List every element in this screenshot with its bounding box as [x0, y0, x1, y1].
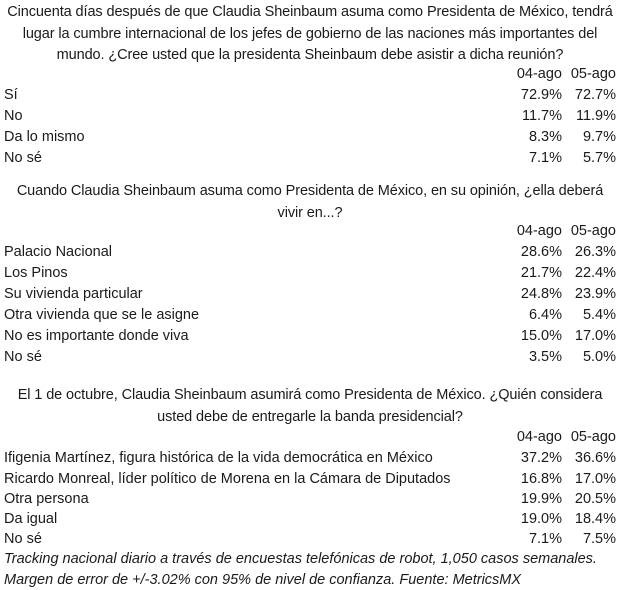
value-05-ago: 23.9%	[575, 284, 616, 305]
question-1-header-row	[4, 64, 616, 85]
question-1-line-1: Cincuenta días después de que Claudia Sheinbaum asuma como Presidenta de México, tendrá	[0, 2, 620, 24]
column-header-04-ago: 04-ago	[517, 221, 562, 242]
value-05-ago: 5.0%	[583, 347, 616, 368]
value-04-ago: 24.8%	[521, 284, 562, 305]
row-label: Da igual	[4, 509, 57, 530]
table-row	[4, 242, 616, 263]
value-04-ago: 19.9%	[521, 489, 562, 510]
table-row	[4, 347, 616, 368]
value-04-ago: 72.9%	[521, 85, 562, 106]
question-3-line-1: El 1 de octubre, Claudia Sheinbaum asumirá como Presidenta de México. ¿Quién considera	[0, 385, 620, 407]
row-label: No sé	[4, 347, 42, 368]
row-label: Ifigenia Martínez, figura histórica de la vida democrática en México	[4, 448, 433, 469]
table-row	[4, 263, 616, 284]
value-05-ago: 17.0%	[575, 326, 616, 347]
value-04-ago: 3.5%	[529, 347, 562, 368]
question-2-line-1: Cuando Claudia Sheinbaum asuma como Presidenta de México, en su opinión, ¿ella deberá	[0, 181, 620, 203]
question-1-title	[0, 2, 620, 67]
row-label: No sé	[4, 529, 42, 550]
question-3-header-row	[4, 427, 616, 448]
question-2-title	[0, 181, 620, 224]
row-label: Da lo mismo	[4, 127, 85, 148]
value-05-ago: 17.0%	[575, 469, 616, 490]
value-04-ago: 19.0%	[521, 509, 562, 530]
value-04-ago: 16.8%	[521, 469, 562, 490]
question-2-line-2: vivir en...?	[0, 203, 620, 225]
row-label: No es importante donde viva	[4, 326, 189, 347]
value-05-ago: 7.5%	[583, 529, 616, 550]
row-label: Palacio Nacional	[4, 242, 112, 263]
row-label: Los Pinos	[4, 263, 68, 284]
column-header-05-ago: 05-ago	[571, 427, 616, 448]
footnote-line-2: Margen de error de +/-3.02% con 95% de nivel de confianza. Fuente: MetricsMX	[4, 570, 616, 590]
methodology-footnote	[4, 549, 616, 590]
row-label: Su vivienda particular	[4, 284, 143, 305]
value-05-ago: 22.4%	[575, 263, 616, 284]
value-04-ago: 37.2%	[521, 448, 562, 469]
table-row	[4, 85, 616, 106]
value-05-ago: 72.7%	[575, 85, 616, 106]
question-3-title	[0, 385, 620, 428]
table-row	[4, 106, 616, 127]
column-header-04-ago: 04-ago	[517, 427, 562, 448]
value-05-ago: 11.9%	[576, 106, 616, 127]
row-label: Ricardo Monreal, líder político de Morena en la Cámara de Diputados	[4, 469, 451, 490]
row-label: Otra vivienda que se le asigne	[4, 305, 199, 326]
table-row	[4, 489, 616, 510]
table-row	[4, 469, 616, 490]
table-row	[4, 529, 616, 550]
value-04-ago: 7.1%	[529, 148, 562, 169]
row-label: No sé	[4, 148, 42, 169]
footnote-line-1: Tracking nacional diario a través de encuestas telefónicas de robot, 1,050 casos semanales.	[4, 549, 616, 570]
value-05-ago: 36.6%	[575, 448, 616, 469]
value-05-ago: 5.7%	[583, 148, 616, 169]
value-04-ago: 8.3%	[529, 127, 562, 148]
column-header-05-ago: 05-ago	[571, 64, 616, 85]
question-1-line-3: mundo. ¿Cree usted que la presidenta Sheinbaum debe asistir a dicha reunión?	[0, 45, 620, 67]
value-04-ago: 15.0%	[521, 326, 562, 347]
value-04-ago: 7.1%	[529, 529, 562, 550]
row-label: Sí	[4, 85, 18, 106]
table-row	[4, 284, 616, 305]
value-04-ago: 21.7%	[521, 263, 562, 284]
table-row	[4, 448, 616, 469]
value-05-ago: 9.7%	[583, 127, 616, 148]
value-04-ago: 28.6%	[521, 242, 562, 263]
value-04-ago: 11.7%	[522, 106, 562, 127]
question-3-line-2: usted debe de entregarle la banda presidencial?	[0, 407, 620, 429]
value-05-ago: 5.4%	[583, 305, 616, 326]
value-05-ago: 20.5%	[575, 489, 616, 510]
table-row	[4, 305, 616, 326]
table-row	[4, 127, 616, 148]
column-header-04-ago: 04-ago	[517, 64, 562, 85]
table-row	[4, 326, 616, 347]
row-label: No	[4, 106, 23, 127]
column-header-05-ago: 05-ago	[571, 221, 616, 242]
row-label: Otra persona	[4, 489, 89, 510]
question-2-header-row	[4, 221, 616, 242]
value-04-ago: 6.4%	[529, 305, 562, 326]
value-05-ago: 26.3%	[575, 242, 616, 263]
question-1-line-2: lugar la cumbre internacional de los jefes de gobierno de las naciones más importantes del	[0, 24, 620, 46]
table-row	[4, 148, 616, 169]
value-05-ago: 18.4%	[575, 509, 616, 530]
table-row	[4, 509, 616, 530]
